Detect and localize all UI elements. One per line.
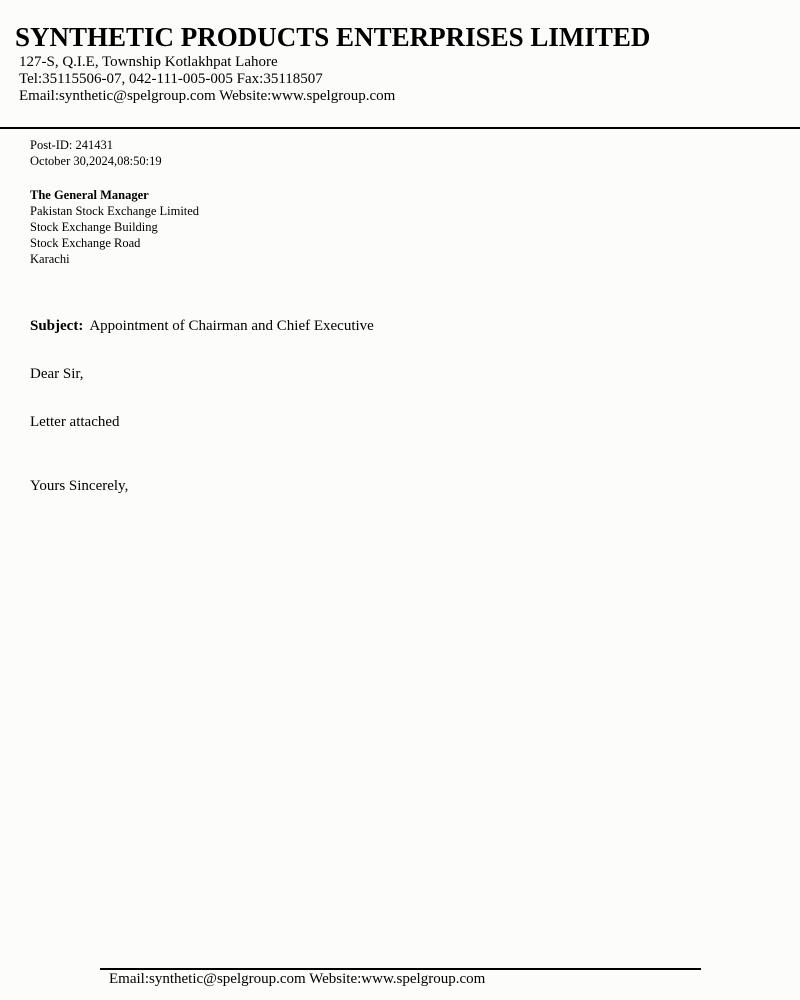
recipient-street: Stock Exchange Road bbox=[30, 236, 141, 250]
footer-divider bbox=[100, 968, 701, 970]
header-divider bbox=[0, 127, 800, 129]
closing: Yours Sincerely, bbox=[30, 478, 129, 494]
post-date: October 30,2024,08:50:19 bbox=[30, 154, 162, 168]
post-id: Post-ID: 241431 bbox=[30, 138, 113, 152]
recipient-organization: Pakistan Stock Exchange Limited bbox=[30, 204, 200, 218]
subject-label: Subject: bbox=[30, 318, 84, 334]
company-phone-fax: Tel:35115506-07, 042-111-005-005 Fax:35118507 bbox=[19, 71, 323, 87]
recipient-title: The General Manager bbox=[30, 188, 149, 202]
recipient-city: Karachi bbox=[30, 252, 70, 266]
company-email-website: Email:synthetic@spelgroup.com Website:www.spelgroup.com bbox=[19, 88, 396, 104]
recipient-building: Stock Exchange Building bbox=[30, 220, 158, 234]
recipient-address-block bbox=[30, 187, 199, 267]
footer-contact: Email:synthetic@spelgroup.com Website:www.spelgroup.com bbox=[109, 971, 486, 987]
company-name: SYNTHETIC PRODUCTS ENTERPRISES LIMITED bbox=[15, 22, 651, 52]
subject-text: Appointment of Chairman and Chief Executive bbox=[89, 318, 374, 334]
subject-line bbox=[30, 318, 374, 335]
letter-body: Letter attached bbox=[30, 414, 120, 430]
company-address: 127-S, Q.I.E, Township Kotlakhpat Lahore bbox=[19, 54, 278, 70]
salutation: Dear Sir, bbox=[30, 366, 84, 382]
